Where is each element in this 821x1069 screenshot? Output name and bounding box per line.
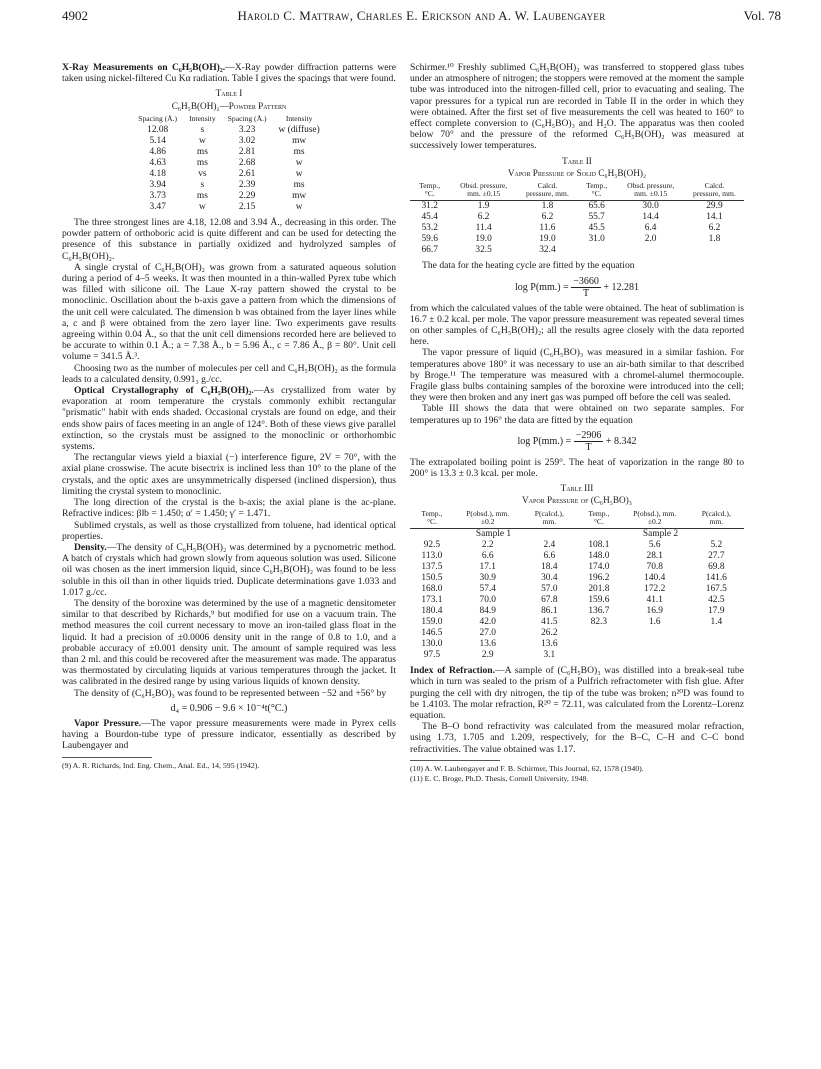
table-row <box>132 169 325 180</box>
table-cell: 17.9 <box>708 606 725 617</box>
table-cell: 17.1 <box>479 562 496 573</box>
table-cell: 12.08 <box>147 125 169 136</box>
table-cell: 3.23 <box>238 125 256 136</box>
table-cell: 32.4 <box>539 245 556 256</box>
table-cell: 19.0 <box>539 234 556 245</box>
table-cell: 6.6 <box>481 551 494 562</box>
table-cell: 146.5 <box>421 628 443 639</box>
table-row <box>410 650 744 661</box>
table-row <box>410 628 744 639</box>
table-cell: 27.7 <box>708 551 725 562</box>
table-cell: 29.9 <box>706 201 723 212</box>
fraction: $\frac{-2906}{T}$ <box>575 429 602 453</box>
paragraph: The extrapolated boiling point is 259°. The heat of vaporization in the range 80 to 200° is 13.3 ± 0.3 kcal. per mole. <box>410 456 744 480</box>
col-header: Intensity <box>189 113 216 123</box>
table-cell <box>577 628 621 639</box>
table3-title: Vapor Pressure of (C₆H₅BO)₃ <box>522 495 632 506</box>
table-cell: ms <box>293 180 305 191</box>
table-cell: 140.4 <box>644 573 666 584</box>
table2-caption: Table II <box>562 155 592 166</box>
col-header: Temp., °C. <box>421 508 443 526</box>
table-cell: ms <box>196 158 208 169</box>
table-cell: 70.0 <box>479 595 496 606</box>
table-cell: 6.6 <box>543 551 556 562</box>
table-cell <box>621 650 689 661</box>
table-row <box>410 234 744 245</box>
table-row <box>132 147 325 158</box>
table-cell: 31.0 <box>588 234 605 245</box>
table-cell: 168.0 <box>421 584 443 595</box>
volume-label: Vol. 78 <box>743 8 781 23</box>
table-cell <box>685 245 744 256</box>
table-cell: 11.4 <box>475 223 492 234</box>
paragraph: Table III shows the data that were obtained on two separate samples. For temperatures up to 196° the data are fitted by the equation <box>410 403 744 426</box>
table-cell: 31.2 <box>421 201 438 212</box>
table-cell: 141.6 <box>705 573 727 584</box>
table-cell: 201.8 <box>588 584 610 595</box>
table-cell: 159.0 <box>421 617 443 628</box>
table-cell: w <box>295 202 303 213</box>
table-cell: 84.9 <box>479 606 496 617</box>
table-cell: 2.2 <box>481 540 494 551</box>
powder-pattern-table <box>132 115 325 213</box>
xray-heading: X-Ray Measurements on C₆H₅B(OH)₂. <box>62 62 226 73</box>
vapor-heading: Vapor Pressure. <box>74 717 142 729</box>
table-cell: 42.0 <box>479 617 496 628</box>
table-cell: 173.1 <box>421 595 443 606</box>
table-cell: 66.7 <box>421 245 438 256</box>
table-row <box>410 573 744 584</box>
table-cell: 148.0 <box>588 551 610 562</box>
table-row <box>132 125 325 136</box>
table-cell: 14.4 <box>642 212 659 223</box>
table-cell: 97.5 <box>423 650 441 661</box>
table-cell: 2.0 <box>644 234 657 245</box>
table-row <box>410 606 744 617</box>
table-cell: 30.0 <box>642 201 659 212</box>
table-cell: 6.4 <box>644 223 657 234</box>
table-cell: 57.4 <box>479 584 496 595</box>
table-cell: 136.7 <box>588 606 610 617</box>
table-cell: 180.4 <box>421 606 443 617</box>
footnote-rule <box>62 757 152 758</box>
density-equation: d₄ = 0.906 − 9.6 × 10⁻⁴t(°C.) <box>170 702 288 714</box>
footnote-rule <box>410 760 500 761</box>
table-cell: 2.9 <box>481 650 494 661</box>
table-cell <box>577 639 621 650</box>
table-cell: 2.39 <box>238 180 256 191</box>
table-cell: 174.0 <box>588 562 610 573</box>
table1-title: C₆H₅B(OH)₂—Powder Pattern <box>171 100 287 111</box>
table-cell: 159.6 <box>588 595 610 606</box>
table-cell: 19.0 <box>475 234 492 245</box>
paragraph: The long direction of the crystal is the b-axis; the axial plane is the ac-plane. Refractive indices: β‖b = 1.450; α′ = 1.450; γ′ = 1.471. <box>62 497 396 520</box>
table-cell: 30.4 <box>541 573 558 584</box>
table-row <box>132 180 325 191</box>
table-row <box>410 245 744 256</box>
vapor-paragraph: Vapor Pressure.—The vapor pressure measurements were made in Pyrex cells having a Bourdon-tube type of pressure indicator, essentially as described by Laubengayer and <box>62 717 396 752</box>
vapor-pressure-liquid-table <box>410 510 744 661</box>
col-header: Temp., °C. <box>419 181 441 199</box>
right-column <box>410 62 744 784</box>
table-cell: 14.1 <box>706 212 723 223</box>
table-row <box>410 584 744 595</box>
equation-2: log P(mm.) = $\frac{-2906}{T}$ + 8.342 <box>517 429 637 453</box>
col-header: Temp., °C. <box>588 508 610 526</box>
table-row <box>132 202 325 213</box>
table-cell: 1.8 <box>541 201 554 212</box>
table-row <box>410 617 744 628</box>
table-cell: ms <box>196 147 208 158</box>
table-cell: 45.4 <box>421 212 438 223</box>
table-cell: 5.14 <box>149 136 166 147</box>
table-cell: 196.2 <box>588 573 610 584</box>
table-cell: 67.8 <box>541 595 558 606</box>
table-cell: w <box>295 158 303 169</box>
optical-heading: Optical Crystallography of C₆H₅B(OH)₂. <box>74 385 254 397</box>
table1-caption: Table I <box>215 88 243 99</box>
table-cell: 65.6 <box>588 201 605 212</box>
table-row <box>410 551 744 562</box>
table-cell: 2.68 <box>238 158 256 169</box>
table-cell: 41.1 <box>646 595 663 606</box>
table-cell <box>577 650 621 661</box>
paragraph: The density of the boroxine was determined by the use of a magnetic densitometer similar to that described by Richards,⁹ but modified for use on a vacuum train. The method measures the coil current necessary to move an iron-tailed glass float in the liquid. It had a precision of ±0.0006 density unit in the range of 0.8 to 1.0, and a probable accuracy of ±0.001 density unit. The amount of sample required was less than 2 ml. and this could be recovered after the measurement was made. The apparatus was thermostated by circulating liquids at various temperatures through the jacket. It was calibrated in the desired range by using various liquids of known density. <box>62 597 396 688</box>
table-cell: 30.9 <box>479 573 496 584</box>
table-row <box>410 562 744 573</box>
col-header: Spacing (Å.) <box>227 113 267 123</box>
table-cell: 26.2 <box>541 628 558 639</box>
table-cell: 172.2 <box>644 584 666 595</box>
table-cell <box>689 650 744 661</box>
table-cell: 4.18 <box>149 169 166 180</box>
paragraph: Schirmer.¹⁰ Freshly sublimed C₆H₅B(OH)₂ was transferred to stoppered glass tubes under an atmosphere of nitrogen; the stoppers were removed at the moment the sample tube was introduced into the nitrogen-filled cell, prior to evacuating and sealing. The vapor pressures for a typical run are recorded in Table II in the order in which they were obtained. After the first set of five measurements the cell was heated to 160° to effect complete conversion to (C₆H₅BO)₃ and H₂O. The apparatus was then cooled below 70° and the pressure of the reformed C₆H₅B(OH)₂ was measured at successively lower temperatures. <box>410 62 744 152</box>
table-cell: 108.1 <box>588 540 610 551</box>
table-row <box>410 595 744 606</box>
table-cell <box>577 245 616 256</box>
page-number: 4902 <box>62 8 88 23</box>
col-header: P(calcd.), mm. <box>534 508 564 526</box>
table3-caption: Table III <box>560 483 594 494</box>
table-cell: w (diffuse) <box>278 125 320 136</box>
table-row <box>410 639 744 650</box>
table-cell: 167.5 <box>705 584 727 595</box>
table-cell: 6.2 <box>708 223 721 234</box>
paragraph: Choosing two as the number of molecules per cell and C₆H₅B(OH)₂ as the formula leads to a calculated density, 0.991₃ g./cc. <box>62 362 396 385</box>
table-cell: s <box>200 125 205 136</box>
table-cell: 32.5 <box>475 245 492 256</box>
table-cell: 6.2 <box>541 212 554 223</box>
table-cell: 18.4 <box>541 562 558 573</box>
index-heading: Index of Refraction. <box>410 665 496 677</box>
col-header: Intensity <box>285 113 313 123</box>
equation-1: log P(mm.) = $\frac{-3660}{T}$ + 12.281 <box>515 275 639 299</box>
col-header: Obsd. pressure, mm. ±0.15 <box>627 181 675 199</box>
running-authors: Harold C. Mattraw, Charles E. Erickson and A. W. Laubengayer <box>237 8 606 23</box>
table-cell: 5.2 <box>710 540 723 551</box>
table-cell: 5.6 <box>648 540 661 551</box>
fraction: $\frac{-3660}{T}$ <box>573 275 599 299</box>
paragraph: The vapor pressure of liquid (C₆H₅BO)₃ was measured in a similar fashion. For temperatures above 180° it was necessary to use an air-bath similar to that described by Broge.¹¹ The temperature was measured with a chromel-alumel thermocouple. Fragile glass bulbs containing samples of the boroxine were introduced into the cell; they were then broken and any inert gas was pumped off before the cell was sealed. <box>410 347 744 404</box>
table-cell: 11.6 <box>539 223 556 234</box>
table-cell: 55.7 <box>588 212 605 223</box>
table-header-row <box>410 182 744 201</box>
paragraph: from which the calculated values of the table were obtained. The heat of sublimation is 16.7 ± 0.2 kcal. per mole. The vapor pressure measurement was repeated several times on other samples of C₆H₅B(OH)₂; all the results agree closely with the data reported here. <box>410 302 744 348</box>
table-row <box>132 136 325 147</box>
paragraph: Sublimed crystals, as well as those crystallized from toluene, had identical optical properties. <box>62 519 396 542</box>
table-cell: 4.63 <box>149 158 166 169</box>
table-cell: 113.0 <box>421 551 443 562</box>
table-cell: 3.02 <box>238 136 256 147</box>
table-cell: w <box>198 136 206 147</box>
paragraph: The rectangular views yield a biaxial (−) interference figure, 2V = 70°, with the axial plane crosswise. The acute bisectrix is inclined less than 10° to the plane of the crystals, and the optic axes are unsymmetrically dispersed (inclined dispersion), thus limiting the crystal system to monoclinic. <box>62 452 396 497</box>
footnote-10: (10) A. W. Laubengayer and F. B. Schirmer, This Journal, 62, 1578 (1940). <box>410 763 644 773</box>
left-column <box>62 62 396 771</box>
paragraph: The data for the heating cycle are fitted by the equation <box>422 260 635 272</box>
table-cell: 1.6 <box>648 617 661 628</box>
table-cell: 13.6 <box>541 639 558 650</box>
table-cell: 41.5 <box>541 617 558 628</box>
col-header: Spacing (Å.) <box>138 113 178 123</box>
paragraph: The three strongest lines are 4.18, 12.08 and 3.94 Å., decreasing in this order. The powder pattern of orthoboric acid is quite different and can be used for detecting the presence of this substance in partially oxidized and hydrolyzed samples of C₆H₅B(OH)₂. <box>62 217 396 262</box>
table-cell <box>689 628 744 639</box>
footnote-9: (9) A. R. Richards, Ind. Eng. Chem., Anal. Ed., 14, 595 (1942). <box>62 760 260 770</box>
table-cell: 150.5 <box>421 573 443 584</box>
table-cell: ms <box>196 191 208 202</box>
col-header: Temp., °C. <box>586 181 608 199</box>
table-cell: 59.6 <box>421 234 438 245</box>
table-cell <box>689 639 744 650</box>
table-cell: 27.0 <box>479 628 496 639</box>
paragraph: The density of (C₆H₅BO)₃ was found to be represented between −52 and +56° by <box>74 687 387 699</box>
table-cell: vs <box>198 169 207 180</box>
index-paragraph: Index of Refraction.—A sample of (C₆H₅BO)₃ was distilled into a break-seal tube which in turn was sealed to the prism of a Pulfrich refractometer with fish glue. After purging the cell with dry nitrogen, the tip of the tube was broken; n²⁰D was found to be 1.4103. The molar refraction, R²⁰ = 72.11, was calculated from the Lorentz–Lorenz equation. <box>410 665 744 721</box>
table-cell: 2.4 <box>543 540 556 551</box>
table-cell: 3.1 <box>543 650 556 661</box>
table-cell: 1.9 <box>477 201 490 212</box>
density-heading: Density. <box>74 541 107 553</box>
table-cell: 92.5 <box>423 540 441 551</box>
paragraph: A single crystal of C₆H₅B(OH)₂ was grown from a saturated aqueous solution during a period of 4–5 weeks. It was then mounted in a thin-walled Pyrex tube which was filled with silicone oil. The Laue X-ray pattern showed the crystal to be monoclinic. Oscillation about the b-axis gave a pattern from which the dimensions of the unit cell were calculated. The dimension b was obtained from the layer lines while a, c and β were obtained from the zero layer line. Two experiments gave results agreeing within 0.04 Å., so that the unit cell dimensions recorded here are believed to be accurate to within 0.1 Å.; a = 7.38 Å., b = 5.96 Å., c = 7.86 Å., β = 80°. Unit cell volume = 341.5 Å.³. <box>62 261 396 363</box>
optical-paragraph: Optical Crystallography of C₆H₅B(OH)₂.—As crystallized from water by evaporation at room temperature the crystals commonly exhibit rectangular "prismatic" habit with ends shaded. Occasional crystals are found on edge, and their ends show pairs of faces meeting in an angle of 124°. Both of these views give parallel extinction, so the crystals must be assigned to the monoclinic or orthorhombic systems. <box>62 385 396 453</box>
table-row <box>410 540 744 551</box>
table-cell: 69.8 <box>708 562 725 573</box>
table-row <box>410 212 744 223</box>
col-header: P(obsd.), mm. ±0.2 <box>466 508 510 526</box>
vapor-pressure-solid-table <box>410 182 744 256</box>
table-cell: 45.5 <box>588 223 605 234</box>
table-cell: 3.47 <box>149 202 166 213</box>
col-header: Calcd. pressure, mm. <box>526 181 569 199</box>
table-cell: 6.2 <box>477 212 490 223</box>
table-cell: 1.4 <box>710 617 723 628</box>
col-header: Obsd. pressure, mm. ±0.15 <box>460 181 508 199</box>
table-cell: 53.2 <box>421 223 438 234</box>
table-cell: 4.86 <box>149 147 166 158</box>
table-cell: 137.5 <box>421 562 443 573</box>
table-cell <box>621 628 689 639</box>
table-row <box>410 223 744 234</box>
table-cell: 16.9 <box>646 606 663 617</box>
table-header-row <box>410 510 744 529</box>
table-row <box>132 158 325 169</box>
table-cell: mw <box>292 136 307 147</box>
running-header <box>62 8 781 26</box>
table-cell: 2.29 <box>238 191 256 202</box>
table-cell: 2.15 <box>238 202 256 213</box>
table-cell: 28.1 <box>646 551 663 562</box>
table-cell: 82.3 <box>590 617 608 628</box>
sample-2-label: Sample 2 <box>577 529 744 541</box>
table-header-row <box>132 115 325 125</box>
table-cell: s <box>200 180 205 191</box>
footnote-11: (11) E. C. Broge, Ph.D. Thesis, Cornell University, 1948. <box>410 773 589 783</box>
table-cell: w <box>295 169 303 180</box>
table-cell: 3.73 <box>149 191 166 202</box>
col-header: Calcd. pressure, mm. <box>693 181 736 199</box>
table-cell <box>621 639 689 650</box>
table-cell: 86.1 <box>541 606 558 617</box>
table-cell: 57.0 <box>541 584 558 595</box>
table-cell: mw <box>292 191 307 202</box>
table-cell: ms <box>293 147 305 158</box>
col-header: P(calcd.), mm. <box>701 508 731 526</box>
table-cell: 42.5 <box>708 595 725 606</box>
density-paragraph: Density.—The density of C₆H₅B(OH)₂ was determined by a pycnometric method. A batch of crystals which had grown slowly from aqueous solution was used. Silicone oil was chosen as the inert immersion liquid, since C₆H₅B(OH)₂ was found to be less soluble in this oil than in other liquids tried. Duplicate determinations gave 1.033 and 1.017 g./cc. <box>62 541 396 598</box>
table-cell: 3.94 <box>149 180 166 191</box>
table-row <box>410 201 744 213</box>
table2-title: Vapor Pressure of Solid C₆H₅B(OH)₂ <box>507 167 647 178</box>
paragraph: The B–O bond refractivity was calculated from the measured molar refraction, using 1.73, 1.705 and 1.209, respectively, for the B–C, C–H and C–C bond refractivities. The value obtained was 1.17. <box>410 721 744 755</box>
table-cell: 130.0 <box>421 639 443 650</box>
table-cell: w <box>198 202 206 213</box>
table-cell: 70.8 <box>646 562 663 573</box>
sample-1-label: Sample 1 <box>410 529 577 541</box>
table-cell: 1.8 <box>708 234 721 245</box>
table-row <box>132 191 325 202</box>
table-cell <box>616 245 685 256</box>
table-cell: 13.6 <box>479 639 496 650</box>
sample-row <box>410 529 744 541</box>
col-header: P(obsd.), mm. ±0.2 <box>633 508 677 526</box>
table-cell: 2.81 <box>238 147 256 158</box>
xray-paragraph: X-Ray Measurements on C₆H₅B(OH)₂.—X-Ray powder diffraction patterns were taken using nickel-filtered Cu Kα radiation. Table I gives the spacings that were found. <box>62 62 396 85</box>
table-cell: 2.61 <box>238 169 256 180</box>
